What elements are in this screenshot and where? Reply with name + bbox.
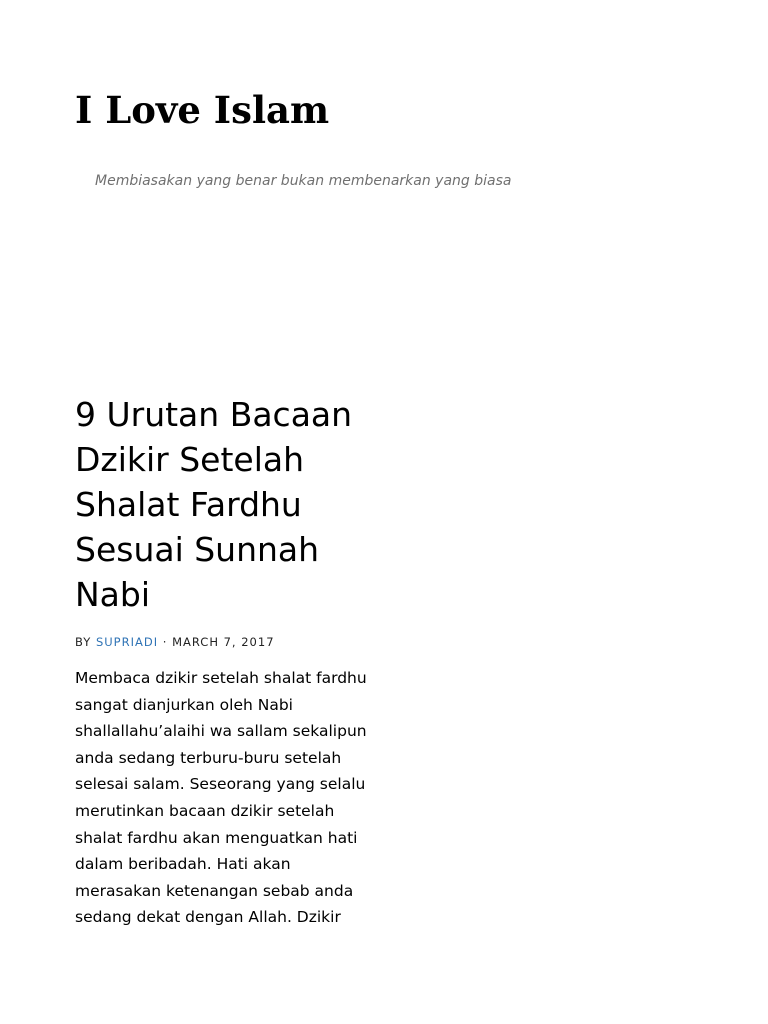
post-excerpt: Membaca dzikir setelah shalat fardhu sangat dianjurkan oleh Nabi shallallahu’alaihi wa sallam sekalipun anda sedang terburu-buru setelah selesai salam. Seseorang yang selalu merutinkan bacaan dzikir setelah shalat fardhu akan menguatkan hati dalam beribadah. Hati akan merasakan ketenangan sebab anda sedang dekat dengan Allah. Dzikir <box>75 669 367 927</box>
author-link[interactable]: SUPRIADI <box>95 635 159 649</box>
byline-label: BY <box>75 635 92 649</box>
post-content <box>75 665 367 931</box>
meta-separator: · <box>162 635 168 649</box>
site-description: Membiasakan yang benar bukan membenarkan yang biasa <box>95 173 512 189</box>
post-title: 9 Urutan Bacaan Dzikir Setelah Shalat Fardhu Sesuai Sunnah Nabi <box>75 395 353 614</box>
post-article <box>75 392 375 931</box>
post-date: MARCH 7, 2017 <box>172 635 275 649</box>
site-header <box>75 86 695 189</box>
site-title-link[interactable]: I Love Islam <box>75 88 330 132</box>
post-meta <box>75 634 375 650</box>
